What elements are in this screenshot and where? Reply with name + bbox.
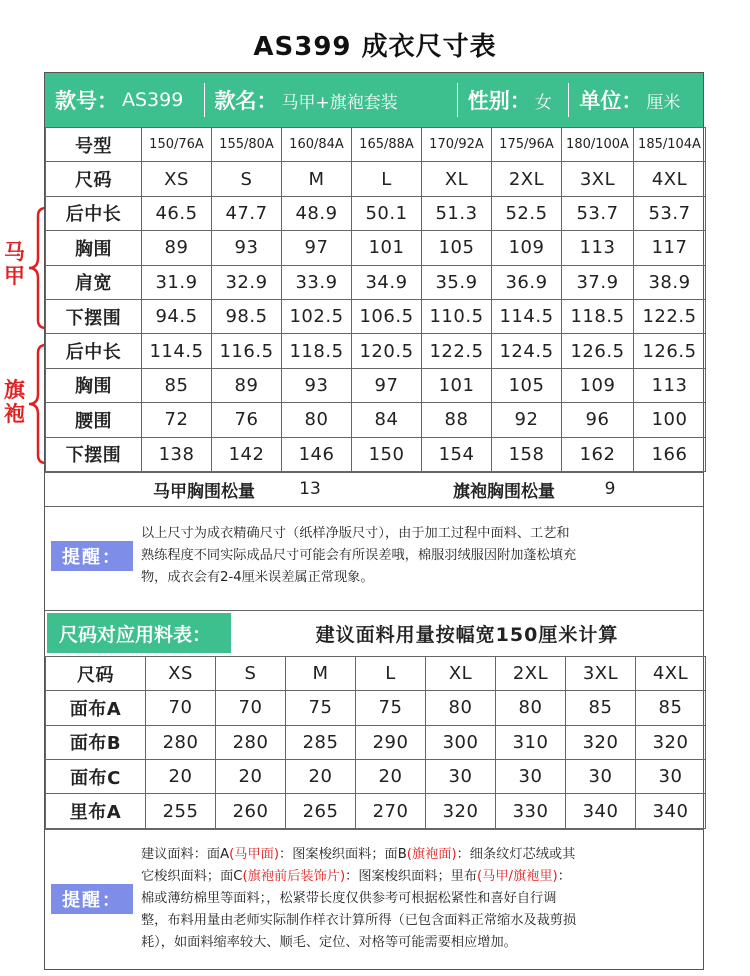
fabric-value: 290 (356, 725, 426, 759)
measurement-value: 80 (282, 403, 352, 437)
measurement-value: 158 (492, 437, 562, 471)
fabric-row (46, 794, 706, 828)
measurement-value: 51.3 (422, 196, 492, 230)
measurement-value: 84 (352, 403, 422, 437)
measurement-value: 89 (142, 231, 212, 265)
measurement-value: 94.5 (142, 299, 212, 333)
measurement-row (46, 265, 706, 299)
measurement-value: 96 (562, 403, 634, 437)
page-title: AS399 成衣尺寸表 (253, 32, 497, 62)
fabric-value: 85 (636, 691, 706, 725)
measurement-value: 47.7 (212, 196, 282, 230)
measurement-value: 34.9 (352, 265, 422, 299)
fabric-value: 265 (286, 794, 356, 828)
fabric-reminder-box (45, 829, 703, 969)
reminder-text: 以上尺寸为成衣精确尺寸（纸样净版尺寸），由于加工过程中面料、工艺和 熟练程度不同实际成品尺寸可能会有所误差哦，棉服羽绒服因附加蓬松填充 物，成衣会有2-4厘米误差属正常现象。 (141, 525, 577, 585)
measurement-value: 106.5 (352, 299, 422, 333)
size-row: 尺码 XS S M L XL 2XL 3XL 4XL (46, 162, 706, 196)
measurement-row (46, 334, 706, 368)
fabric-value: 270 (356, 794, 426, 828)
fabric-value: 70 (216, 691, 286, 725)
measurement-value: 101 (422, 368, 492, 402)
fabric-value: 80 (496, 691, 566, 725)
fabric-label: 里布A (46, 794, 146, 828)
measurement-row (46, 231, 706, 265)
measurement-value: 105 (422, 231, 492, 265)
measurement-value: 76 (212, 403, 282, 437)
fabric-row (46, 725, 706, 759)
measurement-label: 胸围 (46, 231, 142, 265)
measurement-value: 53.7 (562, 196, 634, 230)
fabric-size-row: 尺码 XS S M L XL 2XL 3XL 4XL (46, 656, 706, 690)
fabric-value: 310 (496, 725, 566, 759)
fabric-value: 255 (146, 794, 216, 828)
fabric-value: 20 (216, 760, 286, 794)
measurement-value: 110.5 (422, 299, 492, 333)
measurement-row (46, 299, 706, 333)
fabric-value: 340 (636, 794, 706, 828)
measurement-label: 腰围 (46, 403, 142, 437)
fabric-value: 300 (426, 725, 496, 759)
group-label-qipao: 旗袍 (4, 378, 25, 426)
measurement-value: 122.5 (634, 299, 706, 333)
fabric-value: 30 (496, 760, 566, 794)
measurement-value: 93 (282, 368, 352, 402)
fabric-label: 面布B (46, 725, 146, 759)
measurement-value: 52.5 (492, 196, 562, 230)
measurement-value: 88 (422, 403, 492, 437)
measurement-value: 35.9 (422, 265, 492, 299)
measurement-value: 118.5 (282, 334, 352, 368)
measurement-value: 116.5 (212, 334, 282, 368)
unit: 单位： 厘米 (579, 89, 681, 113)
fabric-label: 面布A (46, 691, 146, 725)
measurement-value: 162 (562, 437, 634, 471)
measurement-value: 32.9 (212, 265, 282, 299)
size-chart-frame (44, 72, 704, 970)
fabric-value: 280 (146, 725, 216, 759)
measurement-value: 72 (142, 403, 212, 437)
fabric-reminder-badge: 提醒： (51, 884, 133, 914)
measurement-value: 118.5 (562, 299, 634, 333)
fabric-value: 260 (216, 794, 286, 828)
measurement-label: 后中长 (46, 196, 142, 230)
fabric-row (46, 691, 706, 725)
measurement-value: 92 (492, 403, 562, 437)
measurement-value: 46.5 (142, 196, 212, 230)
fabric-value: 30 (426, 760, 496, 794)
fabric-value: 75 (356, 691, 426, 725)
fabric-heading: 尺码对应用料表： (47, 613, 231, 653)
measurement-value: 109 (492, 231, 562, 265)
measurement-value: 142 (212, 437, 282, 471)
measurement-value: 93 (212, 231, 282, 265)
size-table (45, 127, 706, 472)
fabric-subheading: 建议面料用量按幅宽150厘米计算 (315, 623, 619, 646)
measurement-row (46, 196, 706, 230)
fabric-value: 85 (566, 691, 636, 725)
reminder-box (45, 506, 703, 610)
measurement-value: 50.1 (352, 196, 422, 230)
fabric-value: 70 (146, 691, 216, 725)
style-name: 款名： 马甲+旗袍套装 (205, 83, 458, 117)
fabric-value: 20 (356, 760, 426, 794)
measurement-value: 85 (142, 368, 212, 402)
gender: 性别： 女 (458, 83, 570, 117)
measurement-value: 113 (634, 368, 706, 402)
measurement-value: 33.9 (282, 265, 352, 299)
fabric-row (46, 760, 706, 794)
measurement-value: 105 (492, 368, 562, 402)
fabric-rows (46, 691, 706, 829)
fabric-value: 280 (216, 725, 286, 759)
style-number: 款号： AS399 (45, 83, 205, 117)
reminder-badge: 提醒： (51, 541, 133, 571)
measurement-value: 122.5 (422, 334, 492, 368)
measurement-value: 101 (352, 231, 422, 265)
measurement-value: 114.5 (492, 299, 562, 333)
measurement-value: 114.5 (142, 334, 212, 368)
measurement-row (46, 368, 706, 402)
measurement-value: 31.9 (142, 265, 212, 299)
measurement-value: 100 (634, 403, 706, 437)
fabric-value: 340 (566, 794, 636, 828)
measurement-value: 126.5 (562, 334, 634, 368)
fabric-label: 面布C (46, 760, 146, 794)
measurement-label: 胸围 (46, 368, 142, 402)
fabric-value: 330 (496, 794, 566, 828)
measurement-row (46, 403, 706, 437)
measurement-value: 38.9 (634, 265, 706, 299)
model-row: 号型 150/76A 155/80A 160/84A 165/88A 170/92A 175/96A 180/100A 185/104A (46, 128, 706, 162)
measurement-row (46, 437, 706, 471)
fabric-value: 80 (426, 691, 496, 725)
fabric-value: 20 (286, 760, 356, 794)
fabric-section-header (45, 610, 703, 656)
fabric-reminder-text: 建议面料：面A(马甲面)：图案梭织面料；面B(旗袍面)：细条纹灯芯绒或其 它梭织面料；面C(旗袍前后装饰片)：图案梭织面料；里布(马甲/旗袍里)： 棉或薄纺棉里等面料；，松紧带长度仅供参考可根据松紧性和喜好自行调 整，布料用量由老师实际制作样衣计算所得（已包含面料正常缩水及裁剪损 耗），如面料缩率较大、顺毛、定位、对格等可能需要相应增加。 (141, 846, 577, 950)
measurement-value: 102.5 (282, 299, 352, 333)
measurement-value: 97 (282, 231, 352, 265)
group-label-vest: 马甲 (4, 240, 25, 288)
measurement-value: 48.9 (282, 196, 352, 230)
fabric-value: 75 (286, 691, 356, 725)
measurement-value: 113 (562, 231, 634, 265)
measurement-value: 36.9 (492, 265, 562, 299)
slack-row: 马甲胸围松量 13 旗袍胸围松量 9 (45, 472, 703, 506)
measurement-label: 下摆围 (46, 437, 142, 471)
measurement-value: 98.5 (212, 299, 282, 333)
fabric-value: 20 (146, 760, 216, 794)
measurement-label: 下摆围 (46, 299, 142, 333)
fabric-value: 30 (636, 760, 706, 794)
measurement-value: 89 (212, 368, 282, 402)
measurement-label: 后中长 (46, 334, 142, 368)
measurement-value: 126.5 (634, 334, 706, 368)
measurement-value: 166 (634, 437, 706, 471)
measurement-value: 109 (562, 368, 634, 402)
measurement-value: 117 (634, 231, 706, 265)
measurement-label: 肩宽 (46, 265, 142, 299)
measurement-value: 97 (352, 368, 422, 402)
fabric-value: 285 (286, 725, 356, 759)
fabric-value: 320 (426, 794, 496, 828)
fabric-value: 320 (636, 725, 706, 759)
measurement-value: 37.9 (562, 265, 634, 299)
measurement-rows (46, 196, 706, 471)
measurement-value: 53.7 (634, 196, 706, 230)
measurement-value: 150 (352, 437, 422, 471)
measurement-value: 146 (282, 437, 352, 471)
fabric-value: 30 (566, 760, 636, 794)
fabric-table (45, 656, 706, 829)
measurement-value: 124.5 (492, 334, 562, 368)
measurement-value: 120.5 (352, 334, 422, 368)
info-header (45, 73, 703, 127)
measurement-value: 138 (142, 437, 212, 471)
fabric-value: 320 (566, 725, 636, 759)
measurement-value: 154 (422, 437, 492, 471)
